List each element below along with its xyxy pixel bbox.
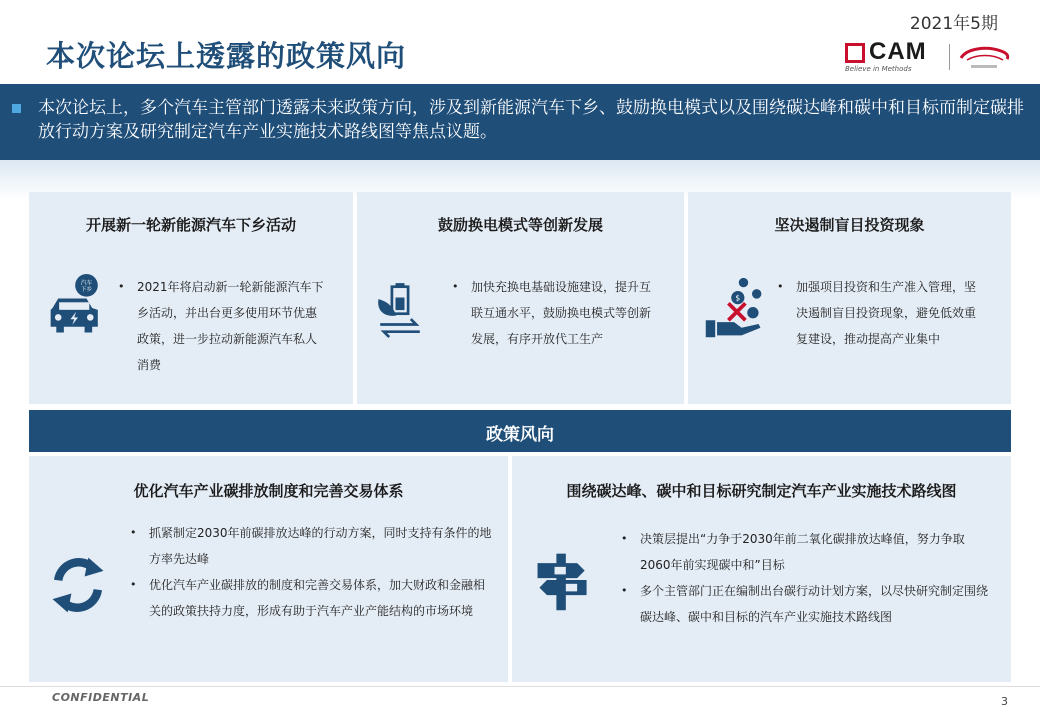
bullet-item: • 优化汽车产业碳排放的制度和完善交易体系，加大财政和金融相关的政策扶持力度，形成有助于汽车产业产能结构的市场环境 [127, 572, 493, 624]
card-bullets [774, 274, 986, 352]
cam-logo-square-icon [845, 43, 865, 63]
recycle-arrows-icon [45, 552, 111, 618]
footer-divider [0, 686, 1040, 687]
summary-banner [0, 84, 1040, 160]
policy-card-tech-roadmap [512, 456, 1011, 682]
bullet-item: • 决策层提出“力争于2030年前二氧化碳排放达峰值，努力争取2060年前实现碳中和”目标 [618, 526, 988, 578]
card-title: 围绕碳达峰、碳中和目标研究制定汽车产业实施技术路线图 [566, 482, 957, 500]
bullet-item: • 加强项目投资和生产准入管理，坚决遏制盲目投资现象，避免低效重复建设，推动提高产业集中 [774, 274, 986, 352]
car-logo-icon [957, 42, 1011, 72]
card-title: 优化汽车产业碳排放制度和完善交易体系 [133, 482, 404, 500]
cam-logo-mark [845, 40, 943, 74]
banner-bullet-icon [12, 104, 21, 113]
policy-card-battery-swap [357, 192, 684, 404]
policy-card-ev-countryside [29, 192, 353, 404]
dollar-glyph: $ [735, 293, 741, 303]
cam-logo-text: CAM [869, 38, 927, 65]
battery-swap-icon [373, 278, 427, 344]
logo-divider [949, 44, 950, 70]
page-number: 3 [1001, 695, 1008, 708]
ev-car-icon [45, 274, 111, 340]
policy-direction-label: 政策风向 [486, 425, 554, 445]
cam-logo [845, 40, 1015, 74]
bullet-item: • 2021年将启动新一轮新能源汽车下乡活动，并出台更多使用环节优惠政策，进一步拉动新能源汽车私人消费 [115, 274, 327, 378]
card-title: 鼓励换电模式等创新发展 [437, 216, 603, 234]
bullet-item: • 抓紧制定2030年前碳排放达峰的行动方案，同时支持有条件的地方率先达峰 [127, 520, 493, 572]
card-title: 坚决遏制盲目投资现象 [774, 216, 925, 234]
bullet-item: • 多个主管部门正在编制出台碳行动计划方案，以尽快研究制定围绕碳达峰、碳中和目标的汽车产业实施技术路线图 [618, 578, 988, 630]
summary-text: 本次论坛上，多个汽车主管部门透露未来政策方向，涉及到新能源汽车下乡、鼓励换电模式以及围绕碳达峰和碳中和目标而制定碳排放行动方案及研究制定汽车产业实施技术路线图等焦点议题。 [38, 98, 1024, 142]
confidential-label: CONFIDENTIAL [52, 691, 150, 704]
card-title: 开展新一轮新能源汽车下乡活动 [85, 216, 296, 234]
card-bullets [127, 520, 493, 624]
page-title: 本次论坛上透露的政策风向 [46, 39, 407, 73]
card-bullets [115, 274, 327, 378]
policy-direction-bar [29, 410, 1011, 452]
issue-label: 2021年5期 [909, 14, 998, 34]
signpost-icon [530, 548, 596, 614]
cam-logo-tagline: Believe in Methods [845, 65, 912, 73]
policy-card-investment-control [688, 192, 1011, 404]
investment-control-icon [702, 274, 768, 342]
card-bullets [618, 526, 988, 630]
ev-badge-line2: 下乡 [80, 286, 93, 293]
policy-card-carbon-emission [29, 456, 508, 682]
ev-badge-line1: 汽车 [80, 280, 93, 287]
bullet-item: • 加快充换电基础设施建设，提升互联互通水平，鼓励换电模式等创新发展，有序开放代工生产 [449, 274, 661, 352]
card-bullets [449, 274, 661, 352]
